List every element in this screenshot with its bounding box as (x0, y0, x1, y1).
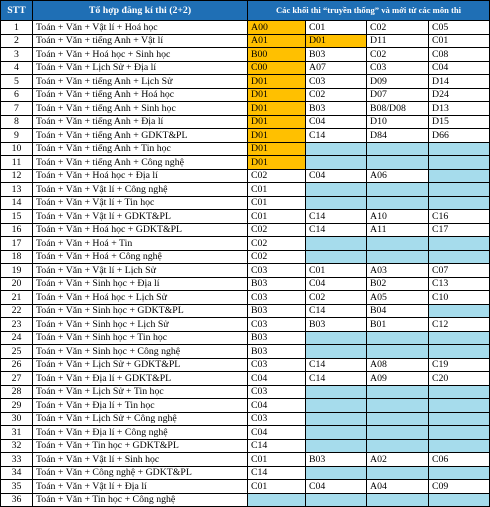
block-cell-2: C04 (306, 169, 367, 183)
table-row (1, 385, 490, 399)
stt-cell: 4 (1, 61, 33, 75)
stt-cell: 35 (1, 480, 33, 494)
block-cell-4 (429, 196, 490, 210)
block-cell-2: C01 (306, 21, 367, 35)
block-cell-1: C03 (248, 358, 306, 372)
block-cell-1 (248, 493, 306, 507)
combination-cell: Toán + Văn + Vật lí + Công nghệ (33, 183, 248, 197)
block-cell-4 (429, 466, 490, 480)
stt-cell: 25 (1, 345, 33, 359)
table-row (1, 169, 490, 183)
block-cell-1: D01 (248, 156, 306, 170)
block-cell-1: B03 (248, 277, 306, 291)
table-row (1, 466, 490, 480)
block-cell-4 (429, 426, 490, 440)
block-cell-1: C02 (248, 223, 306, 237)
stt-cell: 11 (1, 156, 33, 170)
combination-cell: Toán + Văn + Công nghệ + GDKT&PL (33, 466, 248, 480)
block-cell-4 (429, 237, 490, 251)
block-cell-1: D01 (248, 129, 306, 143)
combination-cell: Toán + Văn + tiếng Anh + Sinh học (33, 102, 248, 116)
block-cell-3: C03 (367, 61, 429, 75)
block-cell-3: A10 (367, 210, 429, 224)
block-cell-3: D10 (367, 115, 429, 129)
stt-cell: 31 (1, 426, 33, 440)
stt-cell: 21 (1, 291, 33, 305)
block-cell-2: C02 (306, 88, 367, 102)
block-cell-4 (429, 304, 490, 318)
stt-cell: 14 (1, 196, 33, 210)
block-cell-2: A07 (306, 61, 367, 75)
table-row (1, 426, 490, 440)
stt-cell: 9 (1, 129, 33, 143)
block-cell-4 (429, 493, 490, 507)
combination-cell: Toán + Văn + Hoá học + Địa lí (33, 169, 248, 183)
block-cell-2: C14 (306, 358, 367, 372)
block-cell-4: C13 (429, 277, 490, 291)
table-row (1, 210, 490, 224)
block-cell-1: D01 (248, 115, 306, 129)
block-cell-4 (429, 399, 490, 413)
block-cell-4: D13 (429, 102, 490, 116)
table-row (1, 399, 490, 413)
block-cell-2: C14 (306, 223, 367, 237)
block-cell-4 (429, 439, 490, 453)
block-cell-1: A01 (248, 34, 306, 48)
block-cell-3: D07 (367, 88, 429, 102)
table-row (1, 237, 490, 251)
header-stt: STT (1, 1, 33, 21)
block-cell-3 (367, 156, 429, 170)
combination-cell: Toán + Văn + Sinh học + Công nghệ (33, 345, 248, 359)
table-row (1, 412, 490, 426)
combination-cell: Toán + Văn + Lịch Sử + Tin học (33, 385, 248, 399)
block-cell-3: A05 (367, 291, 429, 305)
table-body (1, 21, 490, 507)
block-cell-2 (306, 399, 367, 413)
block-cell-2 (306, 331, 367, 345)
table-row (1, 291, 490, 305)
block-cell-3: D09 (367, 75, 429, 89)
combination-cell: Toán + Văn + tiếng Anh + Hoá học (33, 88, 248, 102)
block-cell-2: C02 (306, 291, 367, 305)
block-cell-4 (429, 331, 490, 345)
table-row (1, 75, 490, 89)
block-cell-4 (429, 156, 490, 170)
block-cell-3 (367, 250, 429, 264)
block-cell-4: C19 (429, 358, 490, 372)
block-cell-3: C02 (367, 21, 429, 35)
block-cell-1: B03 (248, 345, 306, 359)
stt-cell: 16 (1, 223, 33, 237)
stt-cell: 1 (1, 21, 33, 35)
block-cell-2: C01 (306, 264, 367, 278)
table-row (1, 345, 490, 359)
block-cell-2: B03 (306, 453, 367, 467)
block-cell-1: D01 (248, 142, 306, 156)
combination-cell: Toán + Văn + Vật lí + Tin học (33, 196, 248, 210)
stt-cell: 5 (1, 75, 33, 89)
stt-cell: 8 (1, 115, 33, 129)
stt-cell: 32 (1, 439, 33, 453)
block-cell-1: B03 (248, 331, 306, 345)
table-row (1, 277, 490, 291)
table-row (1, 250, 490, 264)
stt-cell: 20 (1, 277, 33, 291)
combination-cell: Toán + Văn + tiếng Anh + Công nghệ (33, 156, 248, 170)
block-cell-1: C04 (248, 399, 306, 413)
block-cell-4: C10 (429, 291, 490, 305)
stt-cell: 19 (1, 264, 33, 278)
block-cell-4: C16 (429, 210, 490, 224)
combination-cell: Toán + Văn + Địa lí + Tin học (33, 399, 248, 413)
combination-cell: Toán + Văn + Sinh học + Lịch Sử (33, 318, 248, 332)
combination-cell: Toán + Văn + Hoá + Công nghệ (33, 250, 248, 264)
stt-cell: 23 (1, 318, 33, 332)
block-cell-3 (367, 345, 429, 359)
combination-cell: Toán + Văn + Vật lí + Hoá học (33, 21, 248, 35)
stt-cell: 24 (1, 331, 33, 345)
table-row (1, 304, 490, 318)
combination-cell: Toán + Văn + Vật lí + Lịch Sử (33, 264, 248, 278)
block-cell-1: C03 (248, 385, 306, 399)
table-row (1, 264, 490, 278)
block-cell-4 (429, 142, 490, 156)
table-row (1, 318, 490, 332)
block-cell-3: A11 (367, 223, 429, 237)
table-row (1, 102, 490, 116)
combination-cell: Toán + Văn + Tin học + GDKT&PL (33, 439, 248, 453)
block-cell-2 (306, 142, 367, 156)
block-cell-3: C02 (367, 48, 429, 62)
block-cell-2 (306, 466, 367, 480)
table-row (1, 493, 490, 507)
block-cell-2: C14 (306, 372, 367, 386)
block-cell-2: C14 (306, 304, 367, 318)
combination-cell: Toán + Văn + Sinh học + GDKT&PL (33, 304, 248, 318)
block-cell-3: A08 (367, 358, 429, 372)
block-cell-2: B03 (306, 102, 367, 116)
block-cell-3: D84 (367, 129, 429, 143)
stt-cell: 3 (1, 48, 33, 62)
table-row (1, 331, 490, 345)
block-cell-1: C02 (248, 237, 306, 251)
combination-cell: Toán + Văn + Vật lí + GDKT&PL (33, 210, 248, 224)
block-cell-3 (367, 426, 429, 440)
block-cell-4 (429, 169, 490, 183)
stt-cell: 28 (1, 385, 33, 399)
table-row (1, 115, 490, 129)
block-cell-2: C04 (306, 277, 367, 291)
table-row (1, 223, 490, 237)
combination-cell: Toán + Văn + Địa lí + Công nghệ (33, 426, 248, 440)
block-cell-4 (429, 250, 490, 264)
block-cell-4: C06 (429, 453, 490, 467)
block-cell-1: D01 (248, 88, 306, 102)
block-cell-1: C03 (248, 412, 306, 426)
block-cell-1: C01 (248, 453, 306, 467)
block-cell-3 (367, 331, 429, 345)
block-cell-4: D14 (429, 75, 490, 89)
block-cell-1: C04 (248, 426, 306, 440)
stt-cell: 30 (1, 412, 33, 426)
combination-cell: Toán + Văn + Sinh học + Địa lí (33, 277, 248, 291)
stt-cell: 29 (1, 399, 33, 413)
block-cell-2 (306, 385, 367, 399)
block-cell-4: C20 (429, 372, 490, 386)
header-row (1, 1, 490, 21)
header-exam-blocks: Các khối thi “truyền thống” và mới từ các môn thi (248, 1, 490, 21)
block-cell-2: C04 (306, 115, 367, 129)
block-cell-2: C14 (306, 210, 367, 224)
block-cell-1: C03 (248, 318, 306, 332)
combination-cell: Toán + Văn + tiếng Anh + Vật lí (33, 34, 248, 48)
combination-cell: Toán + Văn + tiếng Anh + Tin học (33, 142, 248, 156)
block-cell-3: A04 (367, 480, 429, 494)
block-cell-2 (306, 412, 367, 426)
block-cell-2: B03 (306, 48, 367, 62)
combination-cell: Toán + Văn + Hoá học + Lịch Sử (33, 291, 248, 305)
block-cell-2 (306, 250, 367, 264)
table-row (1, 21, 490, 35)
block-cell-1: C04 (248, 372, 306, 386)
block-cell-4 (429, 412, 490, 426)
block-cell-4: D24 (429, 88, 490, 102)
table-row (1, 183, 490, 197)
block-cell-3: B01 (367, 318, 429, 332)
block-cell-2 (306, 196, 367, 210)
block-cell-3: D11 (367, 34, 429, 48)
block-cell-3: A02 (367, 453, 429, 467)
combination-cell: Toán + Văn + Tin học + Công nghệ (33, 493, 248, 507)
block-cell-1: C01 (248, 183, 306, 197)
stt-cell: 36 (1, 493, 33, 507)
block-cell-4: C08 (429, 48, 490, 62)
block-cell-2 (306, 345, 367, 359)
stt-cell: 12 (1, 169, 33, 183)
stt-cell: 17 (1, 237, 33, 251)
table-row (1, 358, 490, 372)
block-cell-2 (306, 156, 367, 170)
table-header (1, 1, 490, 21)
block-cell-3 (367, 183, 429, 197)
stt-cell: 2 (1, 34, 33, 48)
block-cell-2 (306, 426, 367, 440)
stt-cell: 6 (1, 88, 33, 102)
block-cell-1: D01 (248, 102, 306, 116)
block-cell-1: C03 (248, 291, 306, 305)
stt-cell: 18 (1, 250, 33, 264)
block-cell-3 (367, 399, 429, 413)
table-row (1, 48, 490, 62)
combination-cell: Toán + Văn + Hoá học + GDKT&PL (33, 223, 248, 237)
block-cell-3 (367, 142, 429, 156)
combination-cell: Toán + Văn + tiếng Anh + Địa lí (33, 115, 248, 129)
block-cell-4: C01 (429, 34, 490, 48)
combination-cell: Toán + Văn + Lịch Sử + Công nghệ (33, 412, 248, 426)
table-row (1, 196, 490, 210)
block-cell-3 (367, 412, 429, 426)
block-cell-3 (367, 466, 429, 480)
block-cell-3: B04 (367, 304, 429, 318)
block-cell-3: B02 (367, 277, 429, 291)
block-cell-2: B03 (306, 318, 367, 332)
block-cell-1: D01 (248, 75, 306, 89)
block-cell-1: C01 (248, 196, 306, 210)
block-cell-3 (367, 385, 429, 399)
combination-cell: Toán + Văn + Vật lí + Địa lí (33, 480, 248, 494)
stt-cell: 26 (1, 358, 33, 372)
block-cell-2: D01 (306, 34, 367, 48)
table-row (1, 129, 490, 143)
stt-cell: 10 (1, 142, 33, 156)
block-cell-4: C17 (429, 223, 490, 237)
table-row (1, 142, 490, 156)
block-cell-4: C05 (429, 21, 490, 35)
stt-cell: 7 (1, 102, 33, 116)
stt-cell: 15 (1, 210, 33, 224)
table-row (1, 88, 490, 102)
block-cell-4: C04 (429, 61, 490, 75)
block-cell-3 (367, 196, 429, 210)
table-row (1, 34, 490, 48)
combination-cell: Toán + Văn + Sinh học + Tin học (33, 331, 248, 345)
block-cell-2: C03 (306, 75, 367, 89)
block-cell-4: C09 (429, 480, 490, 494)
block-cell-4: C12 (429, 318, 490, 332)
block-cell-4: D15 (429, 115, 490, 129)
block-cell-3: A03 (367, 264, 429, 278)
block-cell-3 (367, 493, 429, 507)
block-cell-4 (429, 385, 490, 399)
block-cell-1: A00 (248, 21, 306, 35)
block-cell-3: A06 (367, 169, 429, 183)
stt-cell: 22 (1, 304, 33, 318)
combination-cell: Toán + Văn + tiếng Anh + GDKT&PL (33, 129, 248, 143)
table-row (1, 61, 490, 75)
block-cell-4: C07 (429, 264, 490, 278)
block-cell-2: C14 (306, 129, 367, 143)
block-cell-2 (306, 493, 367, 507)
block-cell-2 (306, 183, 367, 197)
combination-cell: Toán + Văn + Hoá học + Sinh học (33, 48, 248, 62)
block-cell-1: C00 (248, 61, 306, 75)
combination-cell: Toán + Văn + Vật lí + Sinh học (33, 453, 248, 467)
block-cell-4 (429, 345, 490, 359)
block-cell-1: C14 (248, 466, 306, 480)
block-cell-4: D66 (429, 129, 490, 143)
block-cell-2 (306, 439, 367, 453)
combination-cell: Toán + Văn + Hoá + Tin (33, 237, 248, 251)
block-cell-2: C04 (306, 480, 367, 494)
block-cell-3 (367, 439, 429, 453)
block-cell-4 (429, 183, 490, 197)
stt-cell: 34 (1, 466, 33, 480)
block-cell-1: C02 (248, 250, 306, 264)
combination-cell: Toán + Văn + Lịch Sử + GDKT&PL (33, 358, 248, 372)
table-row (1, 439, 490, 453)
combination-cell: Toán + Văn + Địa lí + GDKT&PL (33, 372, 248, 386)
block-cell-3: A09 (367, 372, 429, 386)
block-cell-1: C01 (248, 210, 306, 224)
block-cell-1: C03 (248, 264, 306, 278)
table-row (1, 372, 490, 386)
block-cell-1: C14 (248, 439, 306, 453)
combination-cell: Toán + Văn + Lịch Sử + Địa lí (33, 61, 248, 75)
block-cell-1: B00 (248, 48, 306, 62)
table-row (1, 453, 490, 467)
block-cell-3: B08/D08 (367, 102, 429, 116)
block-cell-2 (306, 237, 367, 251)
block-cell-1: C01 (248, 480, 306, 494)
stt-cell: 33 (1, 453, 33, 467)
stt-cell: 27 (1, 372, 33, 386)
header-combination: Tổ hợp đăng kí thi (2+2) (33, 1, 248, 21)
table-row (1, 480, 490, 494)
block-cell-1: B03 (248, 304, 306, 318)
combination-cell: Toán + Văn + tiếng Anh + Lịch Sử (33, 75, 248, 89)
stt-cell: 13 (1, 183, 33, 197)
table-row (1, 156, 490, 170)
block-cell-3 (367, 237, 429, 251)
block-cell-1: C02 (248, 169, 306, 183)
